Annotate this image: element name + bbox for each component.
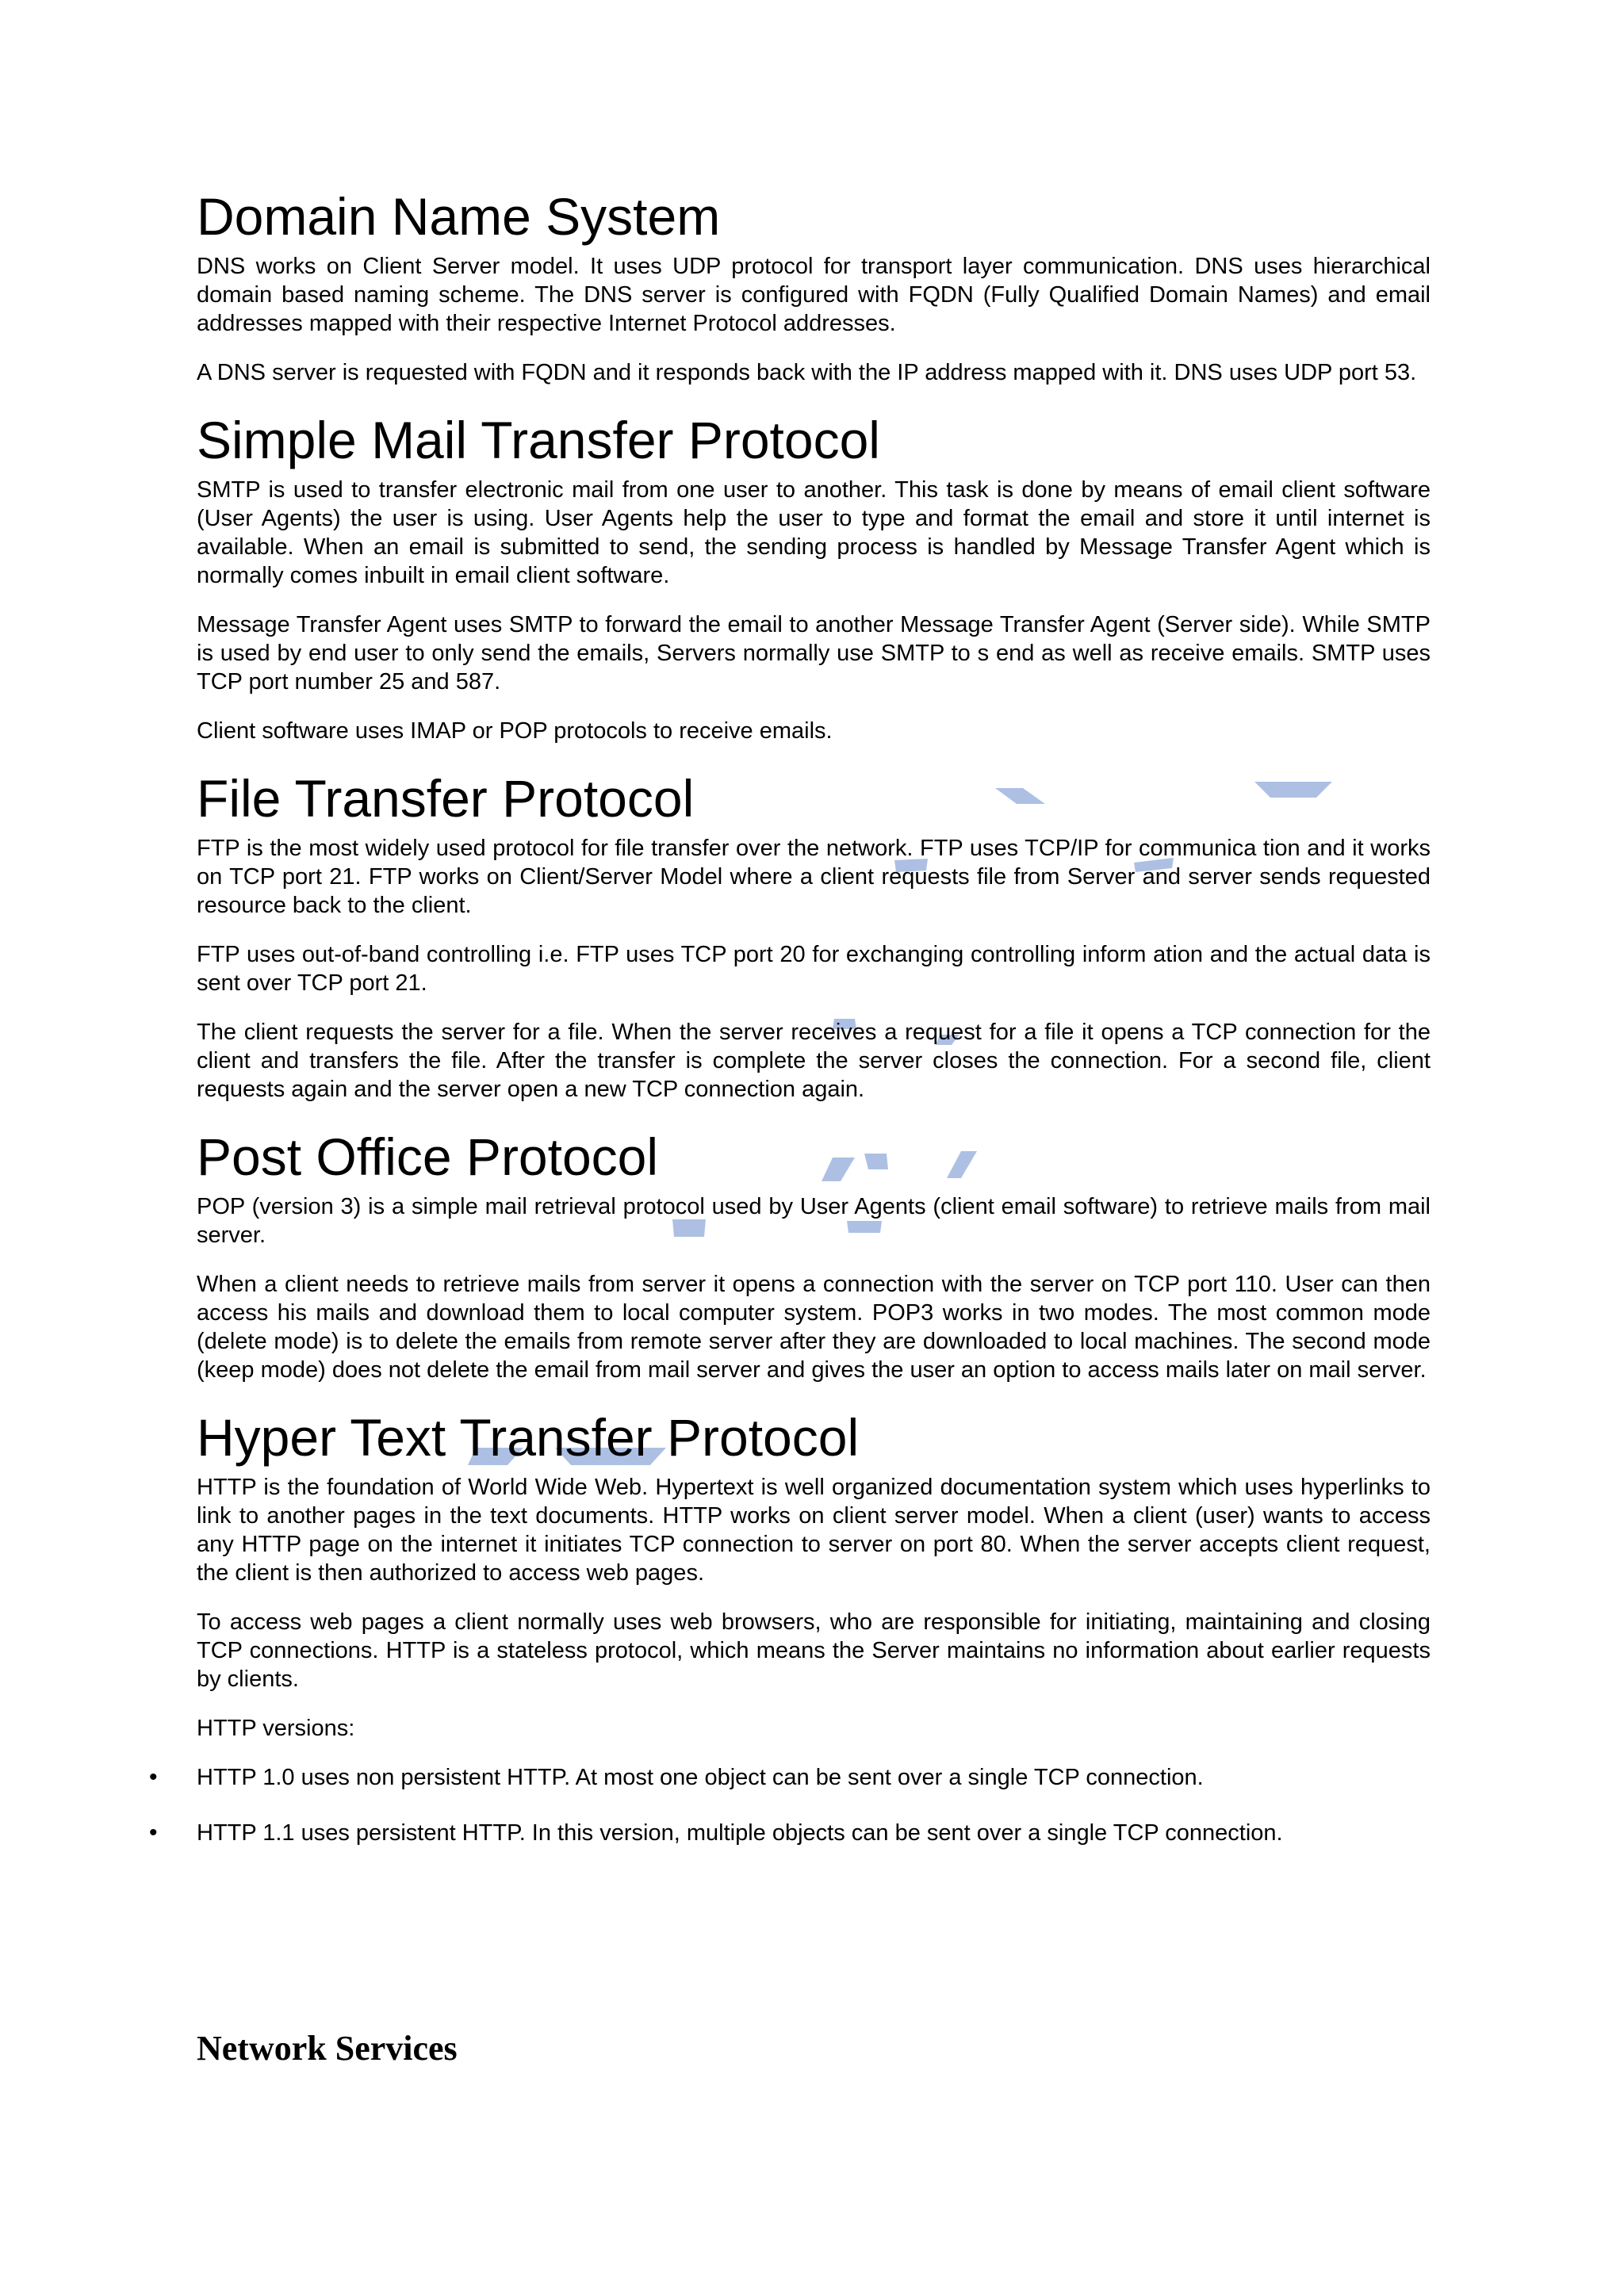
section-title-ftp: File Transfer Protocol	[197, 769, 695, 828]
section-smtp	[197, 408, 1431, 745]
bullet-icon: •	[149, 1820, 158, 1846]
section-title-dns: Domain Name System	[197, 187, 721, 246]
footer-title: Network Services	[197, 2029, 458, 2068]
document-content	[149, 184, 1431, 1874]
list-item	[149, 1819, 1431, 1847]
paragraph: When a client needs to retrieve mails from server it opens a connection with the server on TCP port 110. User can then access his mails and download them to local computer system. POP3 works in two modes. The most common mode (delete mode) is to delete the emails from remote server after they are downloaded to local machines. The second mode (keep mode) does not delete the email from mail server and gives the user an option to access mails later on mail server.	[197, 1272, 1431, 1383]
paragraph: FTP uses out-of-band controlling i.e. FTP uses TCP port 20 for exchanging controlling inform ation and the actual data is sent over TCP port 21.	[197, 942, 1431, 996]
list-item	[149, 1763, 1431, 1792]
section-dns	[197, 184, 1431, 387]
paragraph: Message Transfer Agent uses SMTP to forward the email to another Message Transfer Agent (Server side). While SMTP is used by end user to only send the emails, Servers normally use SMTP to s end as well as receive emails. SMTP uses TCP port number 25 and 587.	[197, 612, 1431, 695]
bullet-list	[149, 1763, 1431, 1847]
paragraph: Client software uses IMAP or POP protocols to receive emails.	[197, 718, 833, 744]
paragraph: SMTP is used to transfer electronic mail from one user to another. This task is done by means of email client software (User Agents) the user is using. User Agents help the user to type and format the email and store it until internet is available. When an email is submitted to send, the sending process is handled by Message Transfer Agent which is normally comes inbuilt in email client software.	[197, 477, 1431, 588]
section-title-http: Hyper Text Transfer Protocol	[197, 1408, 860, 1467]
section-http	[149, 1405, 1431, 1847]
paragraph: HTTP versions:	[197, 1716, 355, 1741]
section-ftp	[197, 766, 1431, 1104]
paragraph: The client requests the server for a file. When the server receives a request for a file it opens a TCP connection for the client and transfers the file. After the transfer is complete the server closes the connection. For a second file, client requests again and the server open a new TCP connection again.	[197, 1020, 1431, 1102]
paragraph: POP (version 3) is a simple mail retrieval protocol used by User Agents (client email software) to retrieve mails from mail server.	[197, 1194, 1431, 1248]
paragraph: DNS works on Client Server model. It uses UDP protocol for transport layer communication. DNS uses hierarchical domain based naming scheme. The DNS server is configured with FQDN (Fully Qualified Domain Names) and email addresses mapped with their respective Internet Protocol addresses.	[197, 254, 1431, 336]
section-title-smtp: Simple Mail Transfer Protocol	[197, 411, 880, 469]
bullet-icon: •	[149, 1764, 158, 1790]
section-title-pop: Post Office Protocol	[197, 1127, 659, 1186]
section-pop	[197, 1124, 1431, 1384]
paragraph: To access web pages a client normally uses web browsers, who are responsible for initiating, maintaining and closing TCP connections. HTTP is a stateless protocol, which means the Server maintains no information about earlier requests by clients.	[197, 1609, 1431, 1692]
list-item-text: HTTP 1.0 uses non persistent HTTP. At most one object can be sent over a single TCP connection.	[197, 1765, 1204, 1790]
paragraph: FTP is the most widely used protocol for file transfer over the network. FTP uses TCP/IP for communica tion and it works on TCP port 21. FTP works on Client/Server Model where a client requests file from Server and server sends requested resource back to the client.	[197, 836, 1431, 918]
paragraph: HTTP is the foundation of World Wide Web. Hypertext is well organized documentation system which uses hyperlinks to link to another pages in the text documents. HTTP works on client server model. When a client (user) wants to access any HTTP page on the internet it initiates TCP connection to server on port 80. When the server accepts client request, the client is then authorized to access web pages.	[197, 1475, 1431, 1586]
paragraph: A DNS server is requested with FQDN and it responds back with the IP address mapped with it. DNS uses UDP port 53.	[197, 360, 1417, 385]
list-item-text: HTTP 1.1 uses persistent HTTP. In this version, multiple objects can be sent over a single TCP connection.	[197, 1820, 1283, 1846]
